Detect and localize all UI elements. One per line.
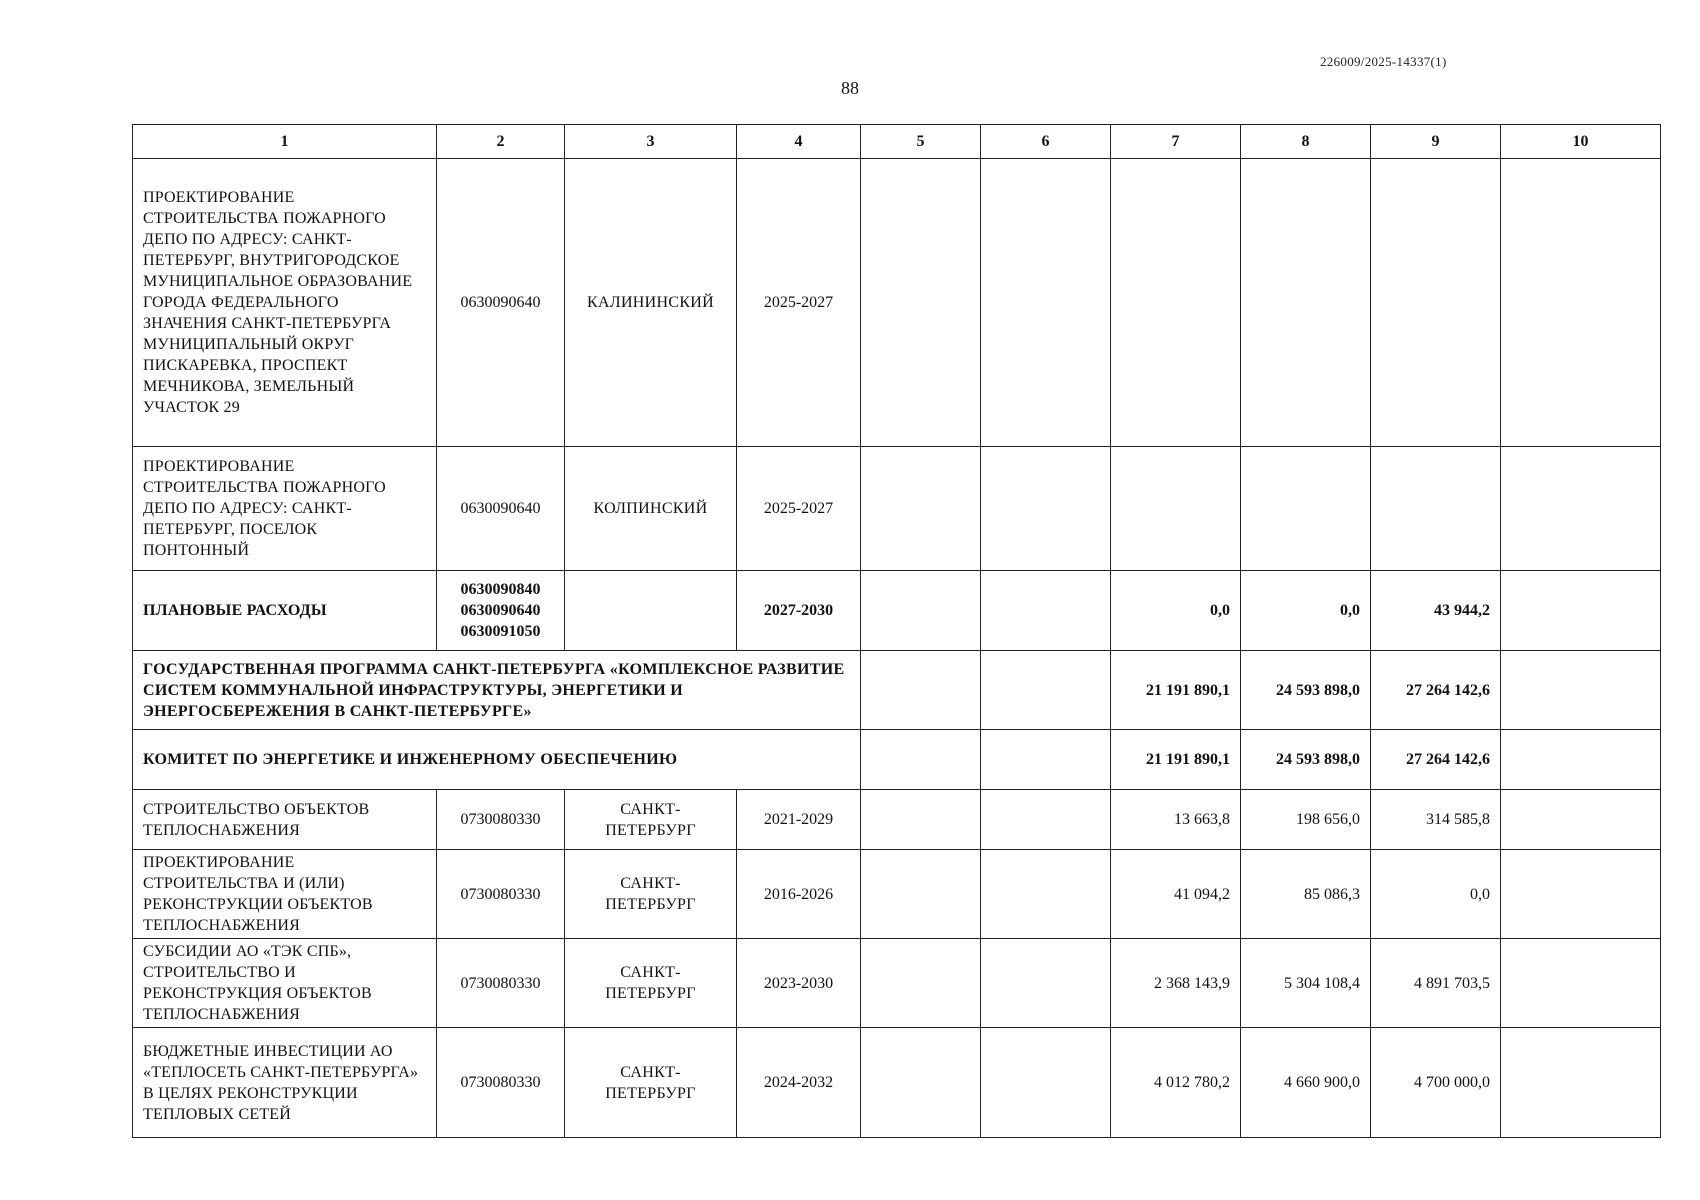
table-row [133,939,1661,1028]
row-name: ПЛАНОВЫЕ РАСХОДЫ [133,571,437,651]
row-c7: 2 368 143,9 [1111,939,1241,1028]
row-period: 2021-2029 [737,790,861,850]
row-district: САНКТ-ПЕТЕРБУРГ [565,790,737,850]
row-name: БЮДЖЕТНЫЕ ИНВЕСТИЦИИ АО «ТЕПЛОСЕТЬ САНКТ-ПЕТЕРБУРГА» В ЦЕЛЯХ РЕКОНСТРУКЦИИ ТЕПЛОВЫХ СЕТЕЙ [133,1028,437,1138]
row-c9: 4 700 000,0 [1371,1028,1501,1138]
row-period: 2027-2030 [737,571,861,651]
committee-c10 [1501,730,1661,790]
row-c6 [981,850,1111,939]
col-header-1: 1 [133,125,437,159]
col-header-2: 2 [437,125,565,159]
row-c9 [1371,447,1501,571]
row-c6 [981,790,1111,850]
document-id: 226009/2025-14337(1) [1320,54,1447,69]
col-header-9: 9 [1371,125,1501,159]
row-c10 [1501,939,1661,1028]
col-header-6: 6 [981,125,1111,159]
committee-c6 [981,730,1111,790]
row-c5 [861,447,981,571]
row-code: 0730080330 [437,939,565,1028]
program-title: ГОСУДАРСТВЕННАЯ ПРОГРАММА САНКТ-ПЕТЕРБУРГА «КОМПЛЕКСНОЕ РАЗВИТИЕ СИСТЕМ КОММУНАЛЬНОЙ ИНФРАСТРУКТУРЫ, ЭНЕРГЕТИКИ И ЭНЕРГОСБЕРЕЖЕНИЯ В САНКТ-ПЕТЕРБУРГЕ» [133,651,861,730]
committee-c9: 27 264 142,6 [1371,730,1501,790]
committee-title: КОМИТЕТ ПО ЭНЕРГЕТИКЕ И ИНЖЕНЕРНОМУ ОБЕСПЕЧЕНИЮ [133,730,861,790]
row-district: КАЛИНИНСКИЙ [565,159,737,447]
row-c8: 85 086,3 [1241,850,1371,939]
row-c7: 4 012 780,2 [1111,1028,1241,1138]
row-c5 [861,850,981,939]
row-district [565,571,737,651]
row-c7: 0,0 [1111,571,1241,651]
committee-c8: 24 593 898,0 [1241,730,1371,790]
row-c9 [1371,159,1501,447]
col-header-4: 4 [737,125,861,159]
committee-c5 [861,730,981,790]
row-name: ПРОЕКТИРОВАНИЕ СТРОИТЕЛЬСТВА И (ИЛИ) РЕКОНСТРУКЦИИ ОБЪЕКТОВ ТЕПЛОСНАБЖЕНИЯ [133,850,437,939]
row-c6 [981,939,1111,1028]
table-row [133,159,1661,447]
row-c5 [861,939,981,1028]
program-c9: 27 264 142,6 [1371,651,1501,730]
row-c7: 41 094,2 [1111,850,1241,939]
row-c8: 0,0 [1241,571,1371,651]
row-c7 [1111,159,1241,447]
row-name: ПРОЕКТИРОВАНИЕ СТРОИТЕЛЬСТВА ПОЖАРНОГО ДЕПО ПО АДРЕСУ: САНКТ-ПЕТЕРБУРГ, ВНУТРИГОРОДСКОЕ МУНИЦИПАЛЬНОЕ ОБРАЗОВАНИЕ ГОРОДА ФЕДЕРАЛЬНОГО ЗНАЧЕНИЯ САНКТ-ПЕТЕРБУРГА МУНИЦИПАЛЬНЫЙ ОКРУГ ПИСКАРЕВКА, ПРОСПЕКТ МЕЧНИКОВА, ЗЕМЕЛЬНЫЙ УЧАСТОК 29 [133,159,437,447]
row-c6 [981,1028,1111,1138]
program-c8: 24 593 898,0 [1241,651,1371,730]
row-code-2: 0630090640 [460,602,541,619]
row-c10 [1501,850,1661,939]
row-c10 [1501,1028,1661,1138]
row-c6 [981,571,1111,651]
col-header-10: 10 [1501,125,1661,159]
row-district: САНКТ-ПЕТЕРБУРГ [565,1028,737,1138]
row-code: 0630090640 [437,447,565,571]
row-code: 0630090640 [437,159,565,447]
header-row [133,125,1661,159]
row-c10 [1501,790,1661,850]
row-c9: 0,0 [1371,850,1501,939]
row-period: 2025-2027 [737,159,861,447]
row-c8: 5 304 108,4 [1241,939,1371,1028]
program-row [133,651,1661,730]
row-period: 2025-2027 [737,447,861,571]
row-c8: 4 660 900,0 [1241,1028,1371,1138]
row-c5 [861,790,981,850]
table-row-planned [133,571,1661,651]
row-c5 [861,159,981,447]
row-c10 [1501,447,1661,571]
table-row [133,1028,1661,1138]
row-c8 [1241,447,1371,571]
table-row [133,447,1661,571]
row-district: САНКТ-ПЕТЕРБУРГ [565,850,737,939]
row-code-1: 0630090840 [460,581,541,598]
program-c7: 21 191 890,1 [1111,651,1241,730]
budget-table [132,124,1661,1138]
col-header-3: 3 [565,125,737,159]
row-c7: 13 663,8 [1111,790,1241,850]
row-c5 [861,571,981,651]
program-c5 [861,651,981,730]
row-codes [437,571,565,651]
row-period: 2023-2030 [737,939,861,1028]
table-row [133,790,1661,850]
row-name: СУБСИДИИ АО «ТЭК СПБ», СТРОИТЕЛЬСТВО И РЕКОНСТРУКЦИЯ ОБЪЕКТОВ ТЕПЛОСНАБЖЕНИЯ [133,939,437,1028]
row-code: 0730080330 [437,850,565,939]
row-district: КОЛПИНСКИЙ [565,447,737,571]
program-c6 [981,651,1111,730]
page-number: 88 [841,78,859,98]
row-code: 0730080330 [437,790,565,850]
col-header-5: 5 [861,125,981,159]
row-c5 [861,1028,981,1138]
table-row [133,850,1661,939]
row-c10 [1501,571,1661,651]
row-c9: 4 891 703,5 [1371,939,1501,1028]
row-c10 [1501,159,1661,447]
row-period: 2024-2032 [737,1028,861,1138]
col-header-7: 7 [1111,125,1241,159]
row-c9: 43 944,2 [1371,571,1501,651]
row-c6 [981,159,1111,447]
row-c6 [981,447,1111,571]
row-name: СТРОИТЕЛЬСТВО ОБЪЕКТОВ ТЕПЛОСНАБЖЕНИЯ [133,790,437,850]
row-c9: 314 585,8 [1371,790,1501,850]
row-district: САНКТ-ПЕТЕРБУРГ [565,939,737,1028]
col-header-8: 8 [1241,125,1371,159]
row-c7 [1111,447,1241,571]
row-c8: 198 656,0 [1241,790,1371,850]
row-period: 2016-2026 [737,850,861,939]
row-c8 [1241,159,1371,447]
committee-row [133,730,1661,790]
committee-c7: 21 191 890,1 [1111,730,1241,790]
program-c10 [1501,651,1661,730]
row-code: 0730080330 [437,1028,565,1138]
row-code-3: 0630091050 [460,623,541,640]
row-name: ПРОЕКТИРОВАНИЕ СТРОИТЕЛЬСТВА ПОЖАРНОГО ДЕПО ПО АДРЕСУ: САНКТ-ПЕТЕРБУРГ, ПОСЕЛОК ПОНТОННЫЙ [133,447,437,571]
